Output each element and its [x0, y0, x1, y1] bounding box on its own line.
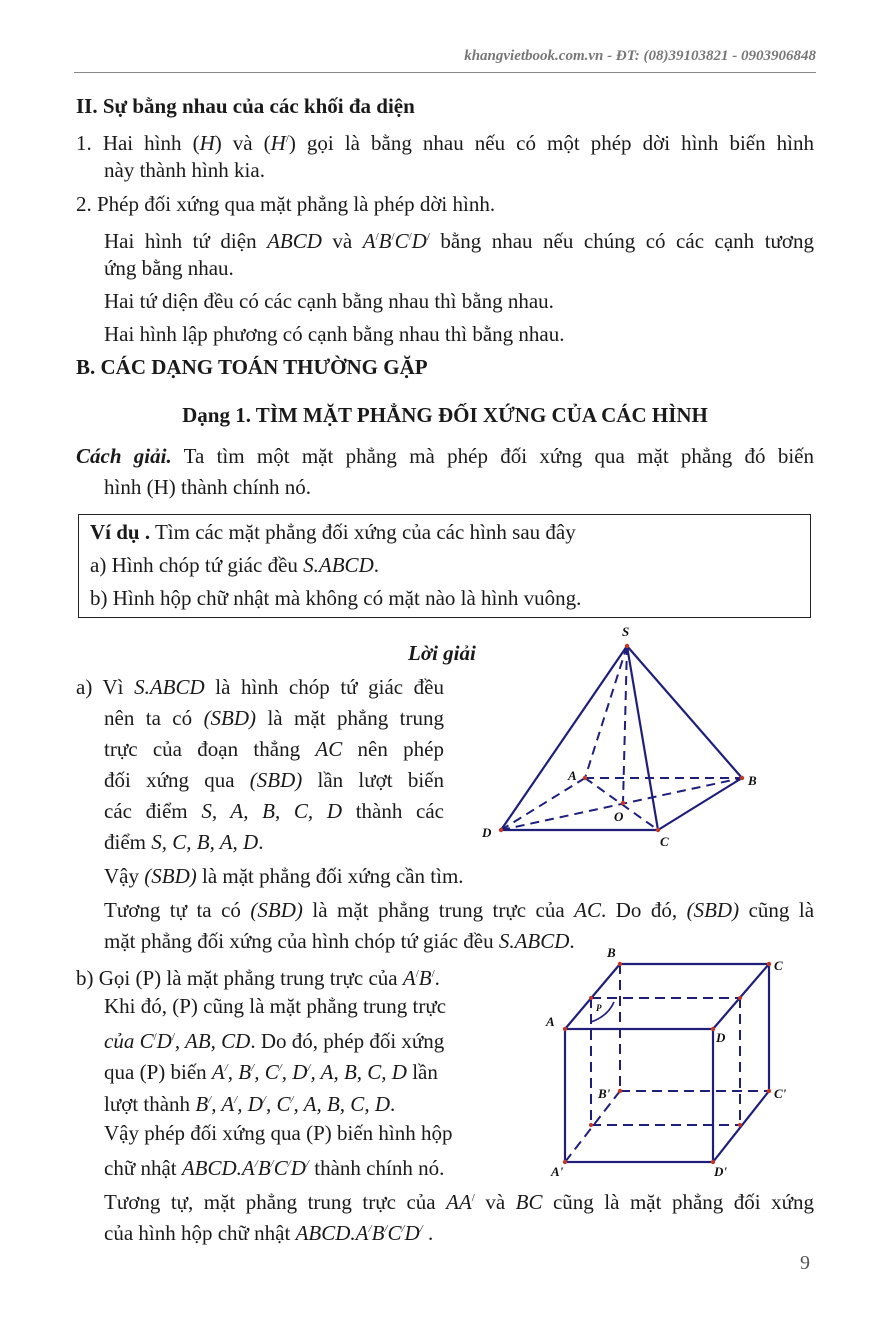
label-a2: A'	[551, 1164, 564, 1178]
sol-a-line5: các điểm S, A, B, C, D thành các	[104, 799, 445, 823]
example-b: b) Hình hộp chữ nhật mà không có mặt nào là hình vuông.	[90, 586, 582, 610]
sol-b-line7: chữ nhật ABCD.A/B/C/D/ thành chính nó.	[104, 1156, 445, 1180]
item2-p2: Hai tứ diện đều có các cạnh bằng nhau thì bằng nhau.	[104, 289, 554, 313]
label-b2: B'	[598, 1086, 611, 1101]
sol-b-line9: của hình hộp chữ nhật ABCD.A/B/C/D/ .	[104, 1221, 434, 1245]
pyramid-figure	[470, 620, 770, 855]
plane-p-arc	[591, 1002, 614, 1022]
label-d: D	[482, 825, 492, 840]
sol-a-line7: Vậy (SBD) là mặt phẳng đối xứng cần tìm.	[104, 864, 464, 888]
edge-sd	[501, 646, 627, 830]
cach-giai-line1: Cách giải. Ta tìm một mặt phẳng mà phép đối xứng qua mặt phẳng đó biến	[76, 444, 814, 468]
item2-p3: Hai hình lập phương có cạnh bằng nhau thì bằng nhau.	[104, 322, 565, 346]
header-divider	[74, 72, 816, 73]
item2-line1: 2. Phép đối xứng qua mặt phẳng là phép dời hình.	[76, 192, 496, 216]
sol-b-line6: Vậy phép đối xứng qua (P) biến hình hộp	[104, 1121, 453, 1145]
sol-b-line4: qua (P) biến A/, B/, C/, D/, A, B, C, D lần	[104, 1060, 438, 1084]
example-a: a) Hình chóp tứ giác đều S.ABCD.	[90, 553, 379, 577]
sol-a-line3: trực của đoạn thẳng AC nên phép	[104, 737, 444, 761]
sol-b-line5: lượt thành B/, A/, D/, C/, A, B, C, D.	[104, 1092, 396, 1116]
label-c: C	[660, 834, 669, 849]
sol-a-line9: mặt phẳng đối xứng của hình chóp tứ giác đều S.ABCD.	[104, 929, 575, 953]
item1-line2: này thành hình kia.	[104, 158, 265, 182]
dang1-title: Dạng 1. TÌM MẶT PHẲNG ĐỐI XỨNG CỦA CÁC HÌNH	[182, 403, 708, 427]
label-b: B	[607, 945, 616, 960]
page-header: khangvietbook.com.vn - ĐT: (08)39103821 - 0903906848	[464, 48, 816, 64]
edge-sc	[627, 646, 658, 830]
edge-sa	[585, 646, 627, 778]
item1-line1: 1. Hai hình (H) và (H/) gọi là bằng nhau nếu có một phép dời hình biến hình	[76, 131, 815, 155]
edge-ab	[565, 964, 620, 1029]
sol-a-line6: điểm S, C, B, A, D.	[104, 830, 264, 854]
label-c2: C'	[774, 1086, 787, 1101]
label-b: B	[748, 773, 757, 788]
sol-b-line1: b) Gọi (P) là mặt phẳng trung trực của A/B/.	[76, 966, 440, 990]
edge-sb	[627, 646, 742, 778]
section-ii-title: II. Sự bằng nhau của các khối đa diện	[76, 94, 415, 118]
sol-a-line4: đối xứng qua (SBD) lần lượt biến	[104, 768, 444, 792]
sol-b-line3: của C/D/, AB, CD. Do đó, phép đối xứng	[104, 1029, 445, 1053]
sol-a-line8: Tương tự ta có (SBD) là mặt phẳng trung trực của AC. Do đó, (SBD) cũng là	[104, 898, 815, 922]
front-face	[565, 1029, 713, 1162]
edge-a2b2	[565, 1091, 620, 1162]
sol-b-line2: Khi đó, (P) cũng là mặt phẳng trung trực	[104, 994, 447, 1018]
item2-p1-line1: Hai hình tứ diện ABCD và A/B/C/D/ bằng nhau nếu chúng có các cạnh tương	[104, 229, 815, 253]
item2-p1-line2: ứng bằng nhau.	[104, 256, 234, 280]
label-c: C	[774, 958, 783, 973]
label-a: A	[568, 768, 577, 783]
label-d: D	[716, 1030, 726, 1045]
label-p: P	[596, 1003, 602, 1013]
label-a: A	[546, 1014, 555, 1029]
sol-b-line8: Tương tự, mặt phẳng trung trực của AA/ và BC cũng là mặt phẳng đối xứng	[104, 1190, 814, 1214]
edge-ad	[501, 778, 585, 830]
box-figure	[540, 942, 800, 1178]
label-o: O	[614, 809, 624, 824]
label-d2: D'	[714, 1164, 727, 1178]
label-s: S	[622, 624, 630, 639]
edge-cb	[658, 778, 742, 830]
sol-a-line1: a) Vì S.ABCD là hình chóp tứ giác đều	[76, 675, 445, 699]
cach-giai-line2: hình (H) thành chính nó.	[104, 475, 312, 499]
edge-so	[623, 646, 627, 803]
section-b-title: B. CÁC DẠNG TOÁN THƯỜNG GẶP	[76, 355, 428, 379]
solution-title: Lời giải	[408, 641, 476, 665]
page-number: 9	[800, 1252, 810, 1274]
example-title: Ví dụ . Tìm các mặt phẳng đối xứng của các hình sau đây	[90, 520, 576, 544]
sol-a-line2: nên ta có (SBD) là mặt phẳng trung	[104, 706, 445, 730]
